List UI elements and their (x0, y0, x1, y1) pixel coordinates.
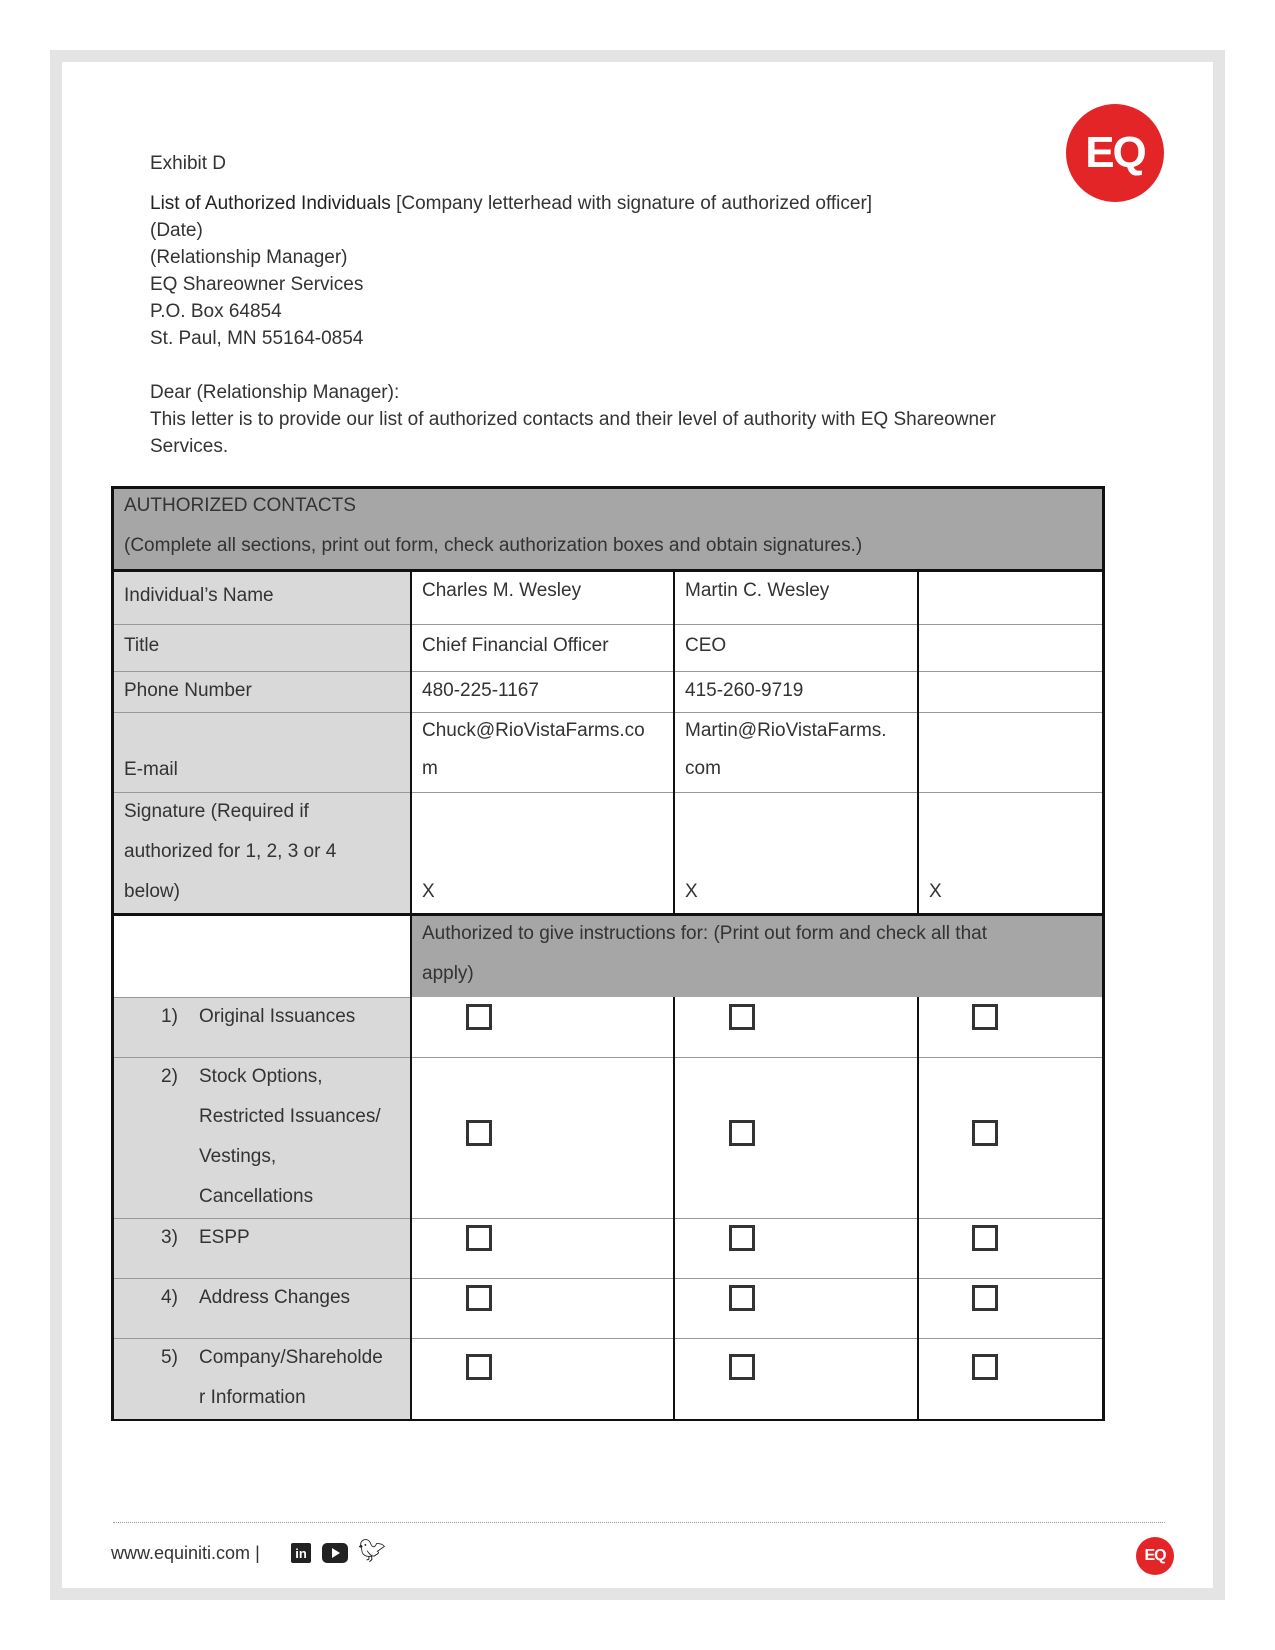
footer-logo-text: EQ (1144, 1547, 1166, 1564)
body-line-2: Services. (150, 436, 229, 457)
company-line: EQ Shareowner Services (150, 274, 364, 295)
email-part-1: Chuck@RioVistaFarms.co (422, 720, 645, 741)
authorization-checkbox[interactable] (466, 1285, 492, 1311)
header-instructions: (Complete all sections, print out form, check authorization boxes and obtain signatures.) (124, 535, 863, 556)
sig-label-2: authorized for 1, 2, 3 or 4 (124, 841, 337, 862)
title-note: [Company letterhead with signature of authorized officer] (390, 193, 873, 214)
authorization-checkbox[interactable] (729, 1225, 755, 1251)
email-part-2: m (422, 758, 438, 779)
letter-title (150, 190, 872, 217)
body-line-1: This letter is to provide our list of authorized contacts and their level of authority with EQ Shareowner (150, 409, 996, 430)
date-line: (Date) (150, 220, 203, 241)
item-number: 2) (161, 1066, 178, 1087)
footer-url[interactable] (111, 1540, 260, 1567)
row-border (112, 486, 1105, 489)
email-part-1: Martin@RioVistaFarms. (685, 720, 887, 741)
item-label: ESPP (199, 1227, 250, 1248)
contact-name: Martin C. Wesley (685, 580, 830, 601)
row-divider (113, 1057, 1103, 1058)
contact-email (674, 712, 918, 792)
contact-email (918, 712, 1103, 792)
label-signature (113, 792, 411, 914)
row-border (112, 913, 1105, 916)
row-divider (113, 1338, 1103, 1339)
label-email: E-mail (113, 712, 411, 792)
row-divider (113, 1278, 1103, 1279)
authority-item (113, 1338, 411, 1420)
table-border-right (1102, 486, 1105, 1421)
authorization-checkbox[interactable] (972, 1120, 998, 1146)
pobox-line: P.O. Box 64854 (150, 301, 282, 322)
contact-phone: 415-260-9719 (685, 680, 804, 701)
authorization-checkbox[interactable] (466, 1225, 492, 1251)
column-divider (917, 570, 919, 914)
email-part-2: com (685, 758, 721, 779)
contact-title: CEO (685, 635, 727, 656)
authorization-checkbox[interactable] (729, 1120, 755, 1146)
row-divider (113, 792, 1103, 793)
authorization-checkbox[interactable] (466, 1120, 492, 1146)
item-label: Stock Options, (199, 1066, 323, 1087)
authorization-checkbox[interactable] (466, 1354, 492, 1380)
contact-name (918, 570, 1103, 624)
authorization-checkbox[interactable] (729, 1285, 755, 1311)
footer-url-text[interactable]: www.equiniti.com (111, 1543, 251, 1563)
contact-title: Chief Financial Officer (422, 635, 609, 656)
row-divider (113, 712, 1103, 713)
row-divider (113, 1218, 1103, 1219)
youtube-icon[interactable] (322, 1543, 348, 1563)
footer-eq-logo (1136, 1537, 1174, 1575)
manager-line: (Relationship Manager) (150, 247, 348, 268)
item-label: Company/Shareholde (199, 1347, 383, 1368)
authority-item (113, 997, 411, 1057)
linkedin-icon[interactable]: in (291, 1543, 311, 1563)
footer-divider (113, 1522, 1165, 1523)
title-text: List of Authorized Individuals (150, 193, 391, 214)
item-label: Restricted Issuances/ (199, 1106, 381, 1127)
item-label: r Information (199, 1387, 306, 1408)
authorization-checkbox[interactable] (972, 1225, 998, 1251)
column-divider (673, 997, 675, 1421)
contact-sig: X (929, 881, 942, 902)
authorization-checkbox[interactable] (729, 1004, 755, 1030)
item-label: Cancellations (199, 1186, 314, 1207)
sig-label-3: below) (124, 881, 180, 902)
column-divider (673, 570, 675, 914)
authorization-checkbox[interactable] (972, 1004, 998, 1030)
authority-item (113, 1218, 411, 1278)
item-number: 3) (161, 1227, 178, 1248)
table-border-left (111, 486, 114, 1421)
authorization-checkbox[interactable] (466, 1004, 492, 1030)
twitter-icon[interactable]: 🐦︎ (358, 1538, 386, 1563)
contact-email (411, 712, 674, 792)
header-title: AUTHORIZED CONTACTS (124, 495, 356, 516)
contact-sig: X (685, 881, 698, 902)
salutation: Dear (Relationship Manager): (150, 382, 400, 403)
auth-header (411, 914, 1103, 997)
column-divider (410, 997, 412, 1421)
auth-header-2: apply) (422, 963, 474, 984)
table-header (113, 486, 1103, 570)
column-divider (410, 570, 412, 914)
logo-text: EQ (1085, 128, 1145, 177)
authorization-checkbox[interactable] (972, 1354, 998, 1380)
item-label: Vestings, (199, 1146, 277, 1167)
label-phone: Phone Number (113, 671, 411, 712)
row-border (112, 1419, 1105, 1421)
contact-phone: 480-225-1167 (422, 680, 539, 701)
city-line: St. Paul, MN 55164-0854 (150, 328, 364, 349)
item-number: 1) (161, 1006, 178, 1027)
contact-sig: X (422, 881, 435, 902)
contact-title (918, 624, 1103, 671)
row-divider (113, 997, 411, 998)
column-divider (917, 997, 919, 1421)
authorization-checkbox[interactable] (729, 1354, 755, 1380)
item-number: 5) (161, 1347, 178, 1368)
exhibit-label: Exhibit D (150, 153, 227, 174)
row-divider (113, 671, 1103, 672)
item-label: Address Changes (199, 1287, 351, 1308)
sig-label-1: Signature (Required if (124, 801, 309, 822)
authority-item (113, 1057, 411, 1218)
item-label: Original Issuances (199, 1006, 356, 1027)
contact-name: Charles M. Wesley (422, 580, 582, 601)
label-title: Title (113, 624, 411, 671)
eq-logo (1066, 104, 1164, 202)
contact-phone (918, 671, 1103, 712)
label-name: Individual’s Name (113, 570, 411, 624)
footer-separator: | (255, 1543, 260, 1563)
item-number: 4) (161, 1287, 178, 1308)
row-divider (113, 624, 1103, 625)
column-divider (410, 914, 412, 997)
authority-item (113, 1278, 411, 1338)
auth-header-1: Authorized to give instructions for: (Print out form and check all that (422, 923, 987, 944)
row-border (112, 569, 1105, 572)
authorization-checkbox[interactable] (972, 1285, 998, 1311)
